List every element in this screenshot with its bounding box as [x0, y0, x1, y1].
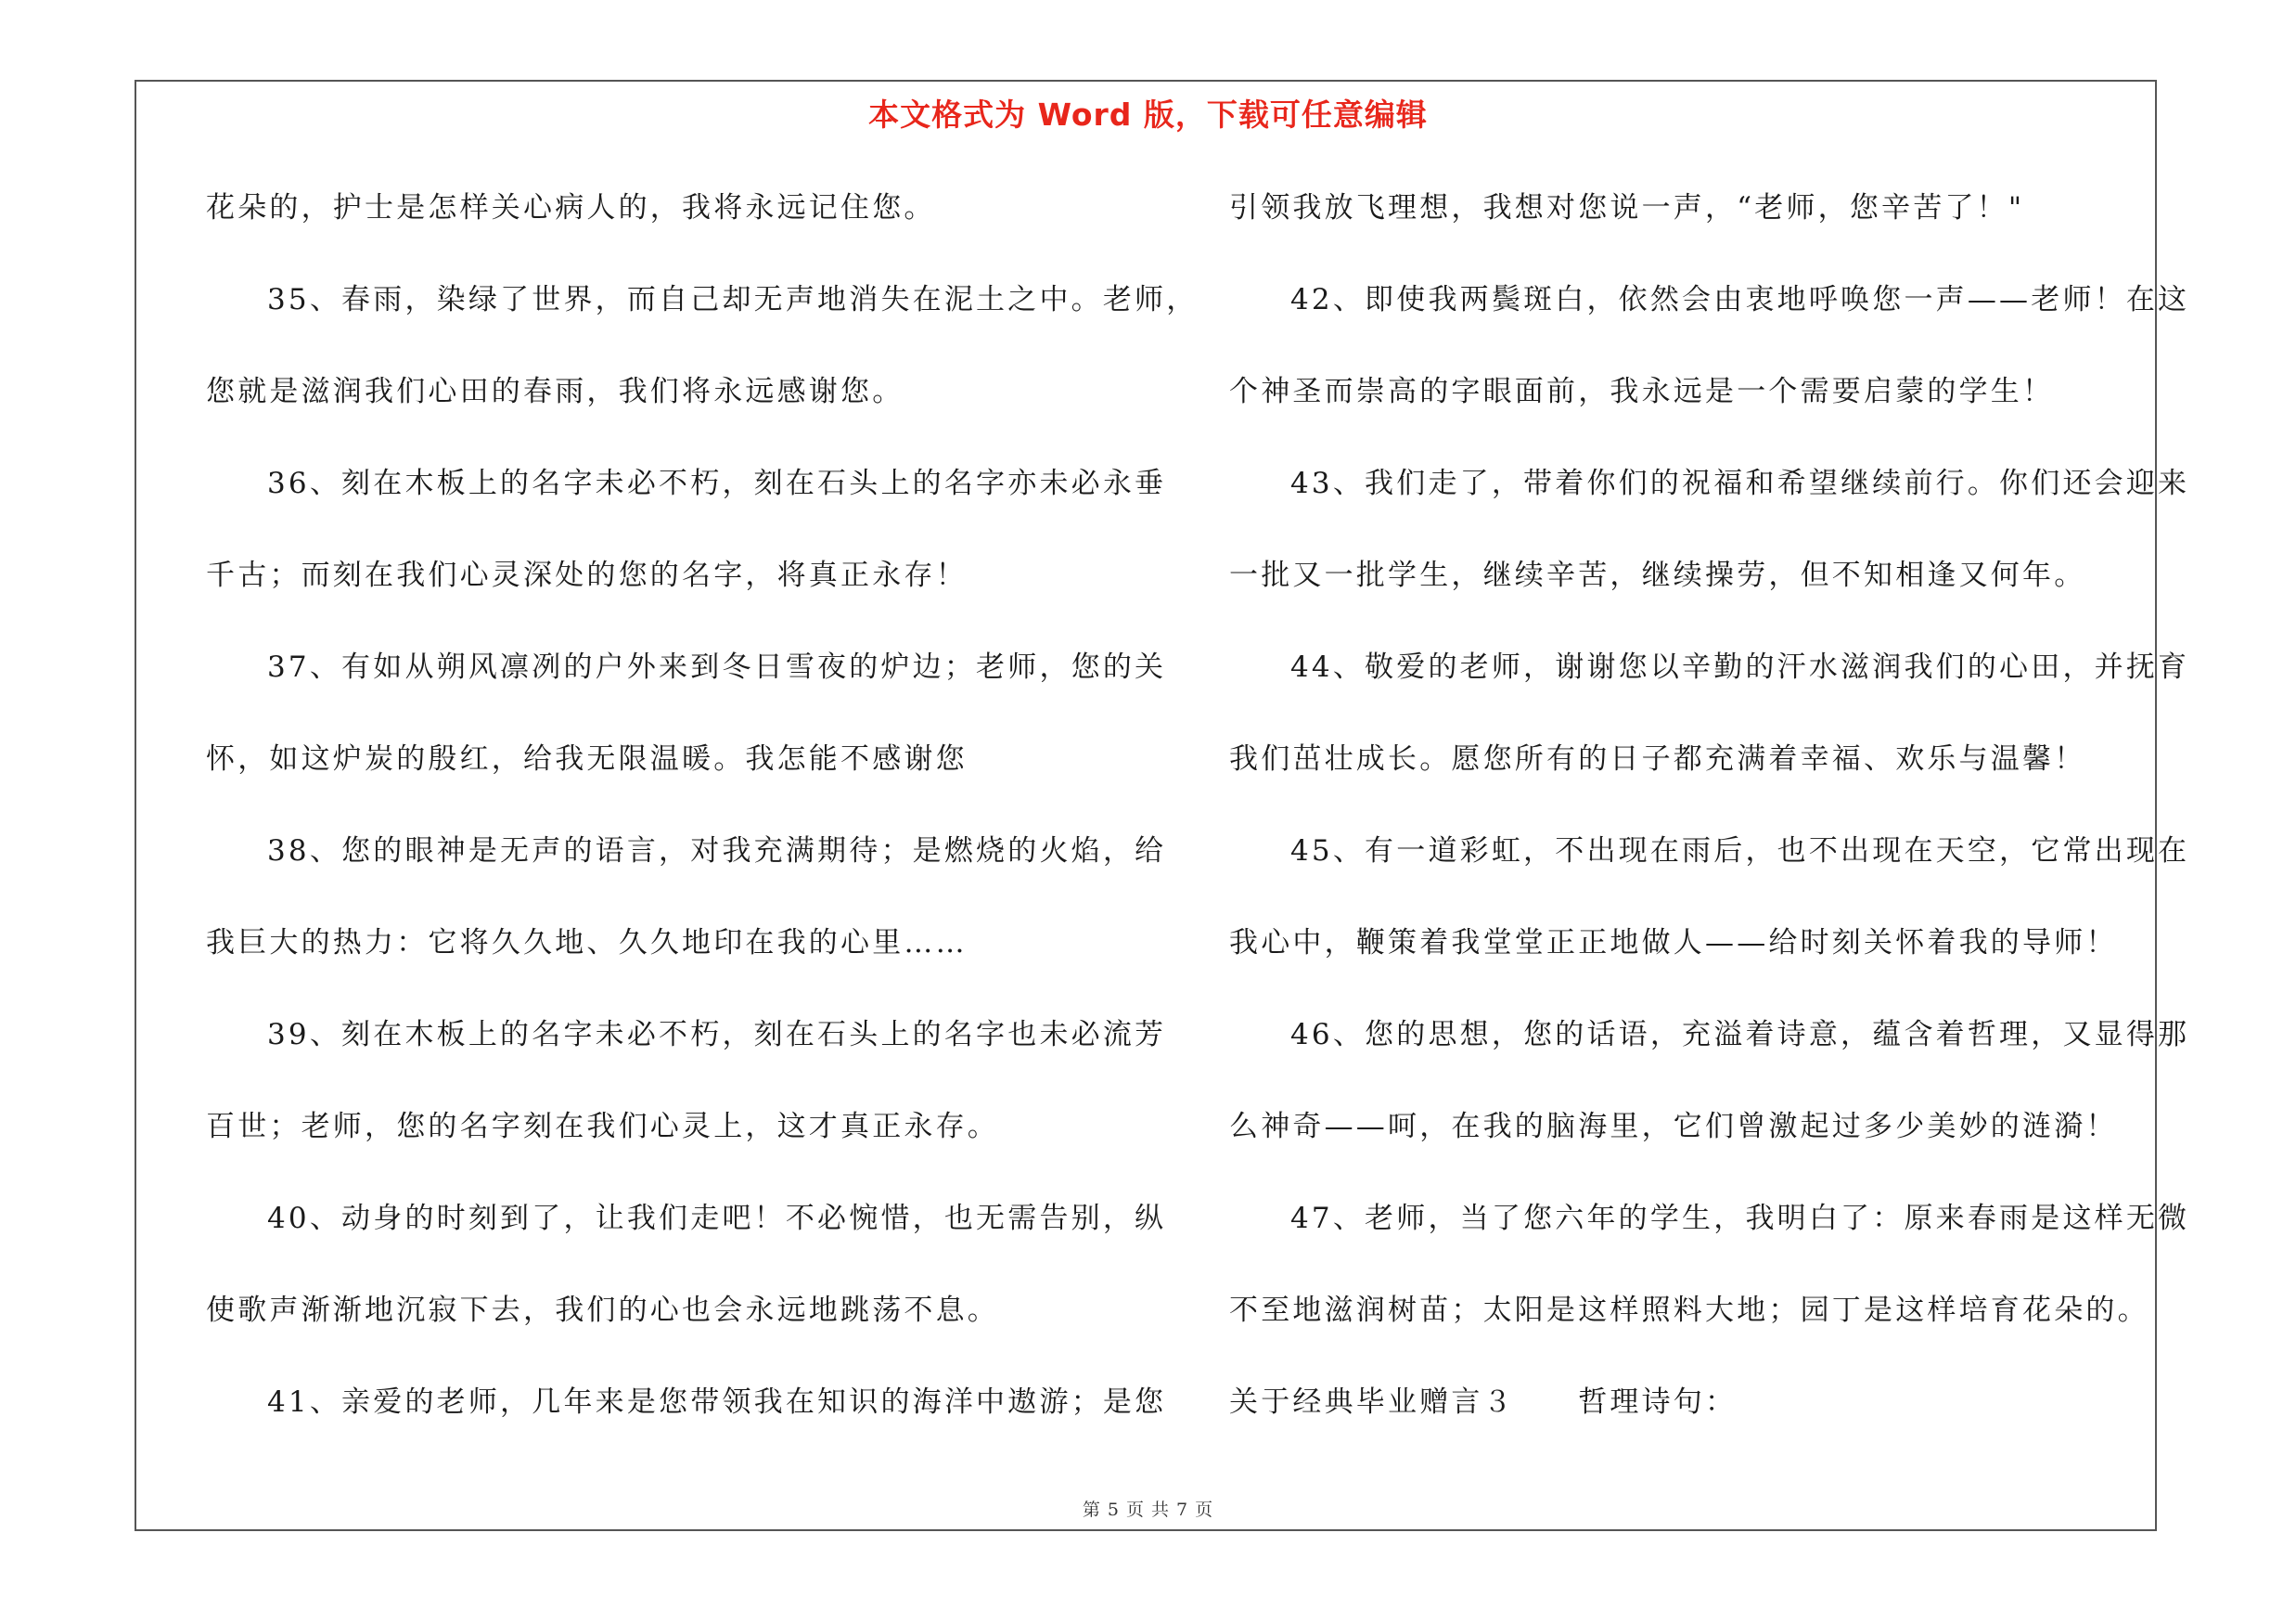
text-line: 一批又一批学生，继续辛苦，继续操劳，但不知相逢又何年。: [1229, 559, 2086, 592]
text-line: 47、老师，当了您六年的学生，我明白了：原来春雨是这样无微: [1290, 1202, 2190, 1235]
text-line: 我心中，鞭策着我堂堂正正地做人——给时刻关怀着我的导师！: [1229, 926, 2118, 960]
text-line: 46、您的思想，您的话语，充溢着诗意，蕴含着哲理，又显得那: [1290, 1018, 2190, 1051]
text-line: 千古；而刻在我们心灵深处的您的名字，将真正永存！: [206, 559, 968, 592]
text-line: 引领我放飞理想，我想对您说一声，“老师，您辛苦了！": [1229, 191, 2025, 225]
text-line: 使歌声渐渐地沉寂下去，我们的心也会永远地跳荡不息。: [206, 1294, 999, 1327]
text-line: 36、刻在木板上的名字未必不朽，刻在石头上的名字亦未必永垂: [267, 467, 1167, 500]
page-number: 第 5 页 共 7 页: [1082, 1500, 1214, 1520]
text-line: 43、我们走了，带着你们的祝福和希望继续前行。你们还会迎来: [1290, 467, 2190, 500]
text-line: 怀，如这炉炭的殷红，给我无限温暖。我怎能不感谢您: [206, 742, 968, 776]
text-line: 39、刻在木板上的名字未必不朽，刻在石头上的名字也未必流芳: [267, 1018, 1167, 1051]
text-line: 我巨大的热力：它将久久地、久久地印在我的心里……: [206, 926, 968, 960]
section-heading: 关于经典毕业赠言３ 哲理诗句：: [1229, 1385, 1738, 1419]
text-line: 35、春雨，染绿了世界，而自己却无声地消失在泥土之中。老师，: [267, 283, 1199, 316]
text-line: 个神圣而崇高的字眼面前，我永远是一个需要启蒙的学生！: [1229, 375, 2055, 408]
text-line: 37、有如从朔风凛冽的户外来到冬日雪夜的炉边；老师，您的关: [267, 650, 1167, 684]
text-line: 不至地滋润树苗；太阳是这样照料大地；园丁是这样培育花朵的。: [1229, 1294, 2149, 1327]
text-line: 41、亲爱的老师，几年来是您带领我在知识的海洋中遨游；是您: [267, 1385, 1167, 1419]
text-line: 花朵的，护士是怎样关心病人的，我将永远记住您。: [206, 191, 936, 225]
text-line: 40、动身的时刻到了，让我们走吧！不必惋惜，也无需告别，纵: [267, 1202, 1167, 1235]
text-line: 您就是滋润我们心田的春雨，我们将永远感谢您。: [206, 375, 904, 408]
text-line: 45、有一道彩虹，不出现在雨后，也不出现在天空，它常出现在: [1290, 834, 2190, 868]
text-line: 我们茁壮成长。愿您所有的日子都充满着幸福、欢乐与温馨！: [1229, 742, 2086, 776]
text-line: 44、敬爱的老师，谢谢您以辛勤的汗水滋润我们的心田，并抚育: [1290, 650, 2190, 684]
text-line: 百世；老师，您的名字刻在我们心灵上，这才真正永存。: [206, 1110, 999, 1143]
header-banner: 本文格式为 Word 版，下载可任意编辑: [868, 97, 1428, 133]
text-line: 38、您的眼神是无声的语言，对我充满期待；是燃烧的火焰，给: [267, 834, 1167, 868]
text-line: 么神奇——呵，在我的脑海里，它们曾激起过多少美妙的涟漪！: [1229, 1110, 2118, 1143]
text-line: 42、即使我两鬓斑白，依然会由衷地呼唤您一声——老师！在这: [1290, 283, 2190, 316]
